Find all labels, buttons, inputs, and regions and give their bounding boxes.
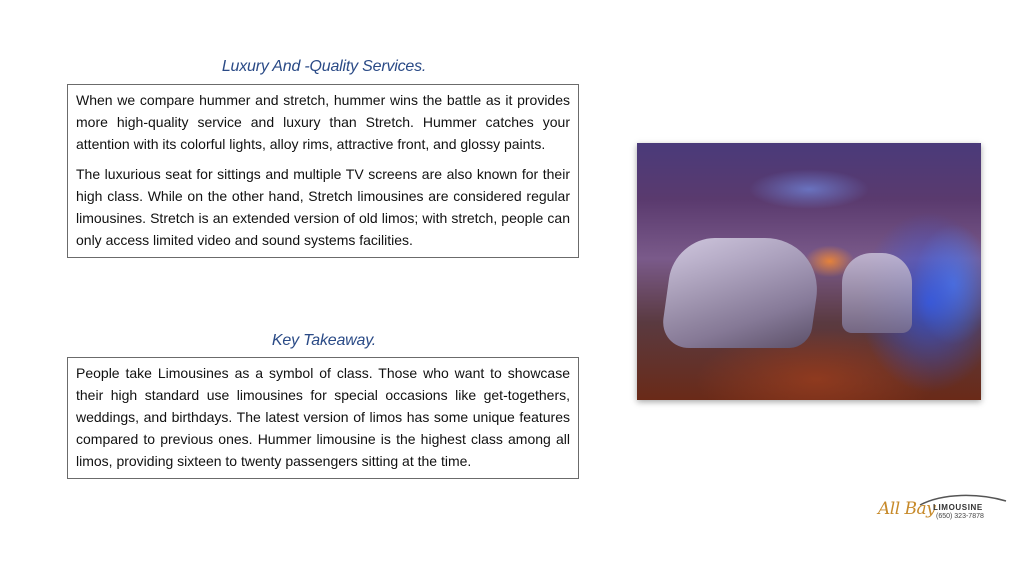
section-heading-luxury: Luxury And -Quality Services. [221,58,427,75]
logo-phone-text: (650) 323-7878 [936,513,984,520]
paragraph: People take Limousines as a symbol of class. Those who want to showcase their high standard use limousines for special occasions like get-togethers, weddings, and birthdays. The latest version of limos has some unique features compared to previous ones. Hummer limousine is the highest class among all limos, providing sixteen to twenty passengers sitting at the time. [76,365,570,469]
limousine-interior-photo [637,143,981,400]
text-box-luxury [67,84,579,258]
photo-seat-right [842,253,912,333]
section-heading-key-takeaway: Key Takeaway. [271,332,377,349]
photo-seat-left [659,238,824,348]
paragraph: When we compare hummer and stretch, hummer wins the battle as it provides more high-quality service and luxury than Stretch. Hummer catches your attention with its colorful lights, alloy rims, attractive front, and glossy paints. [76,92,570,152]
paragraph: The luxurious seat for sittings and multiple TV screens are also known for their high class. While on the other hand, Stretch limousines are considered regular limousines. Stretch is an extended version of old limos; with stretch, people can only access limited video and sound systems facilities. [76,166,570,248]
logo-word-text: LIMOUSINE [933,503,983,512]
company-logo [878,493,1008,525]
logo-script-text: All Bay [878,499,936,519]
text-box-key-takeaway [67,357,579,479]
